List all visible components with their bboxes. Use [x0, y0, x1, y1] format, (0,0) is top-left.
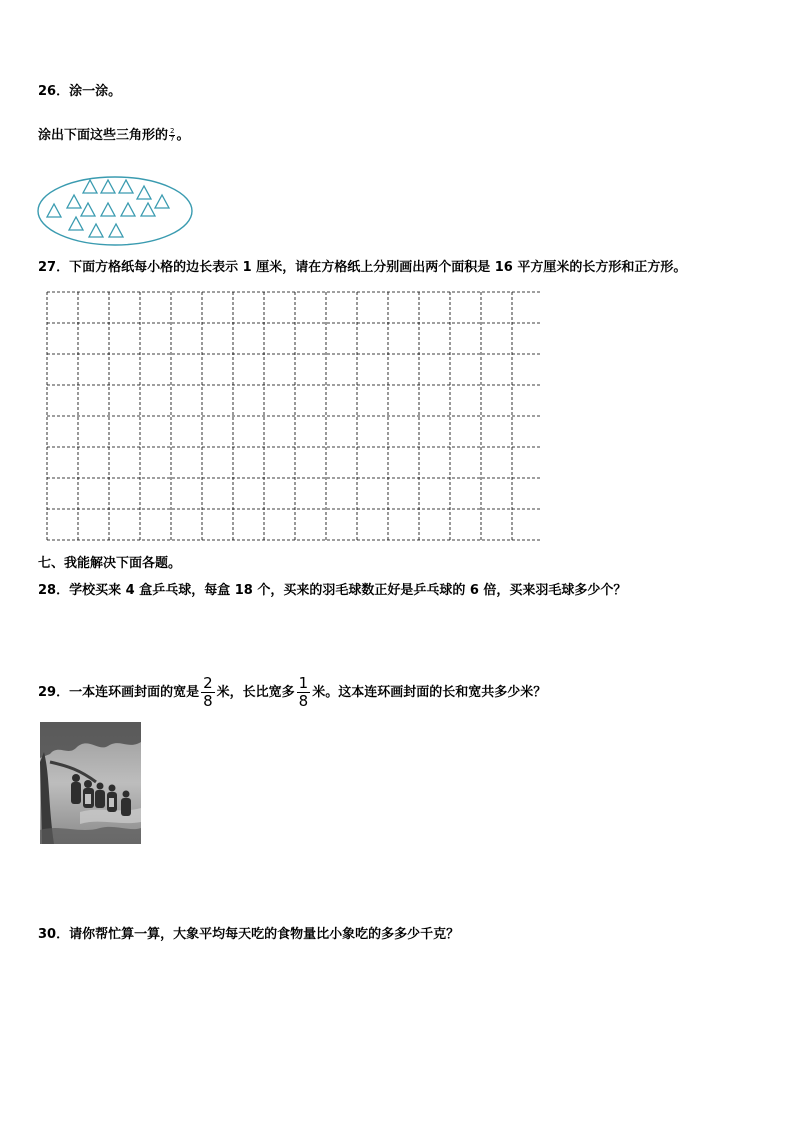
q29-part2: 米，长比宽多: [216, 685, 295, 700]
q26-instruction-prefix: 涂出下面这些三角形的: [38, 128, 169, 143]
fraction-numerator: 1: [298, 674, 309, 692]
triangle-shape[interactable]: [81, 203, 95, 216]
square-grid-paper[interactable]: [46, 291, 542, 549]
q26-instruction: [38, 128, 190, 144]
triangle-shape[interactable]: [101, 180, 115, 193]
triangles-oval-figure: [36, 175, 196, 247]
fraction-denominator: 8: [203, 692, 213, 710]
triangle-shape[interactable]: [67, 195, 81, 208]
section-7-title: 七、我能解决下面各题。: [38, 556, 182, 571]
triangle-shape[interactable]: [109, 224, 123, 237]
fraction-two-eighths: [201, 675, 215, 710]
fraction-two-sevenths: [169, 128, 175, 143]
triangle-shape[interactable]: [141, 203, 155, 216]
triangle-shape[interactable]: [137, 186, 151, 199]
q26-instruction-suffix: 。: [176, 128, 190, 143]
triangle-shape[interactable]: [119, 180, 133, 193]
fraction-denominator: 8: [298, 692, 309, 710]
triangle-shape[interactable]: [83, 180, 97, 193]
fraction-numerator: 2: [170, 127, 175, 135]
q26-title: 26．涂一涂。: [38, 84, 122, 99]
triangle-shape[interactable]: [47, 204, 61, 217]
fraction-one-eighth: [297, 675, 311, 710]
q29-part3: 米。这本连环画封面的长和宽共多少米？: [312, 685, 547, 700]
q27-text: 27．下面方格纸每小格的边长表示 1 厘米，请在方格纸上分别画出两个面积是 16 平方厘米的长方形和正方形。: [38, 260, 687, 275]
grid-lines: [47, 292, 542, 540]
q28-text: 28．学校买来 4 盒乒乓球，每盒 18 个，买来的羽毛球数正好是乒乓球的 6 倍，买来羽毛球多少个？: [38, 583, 627, 598]
triangle-shape[interactable]: [155, 195, 169, 208]
triangle-group: [47, 180, 169, 237]
triangle-shape[interactable]: [89, 224, 103, 237]
q30-text: 30．请你帮忙算一算，大象平均每天吃的食物量比小象吃的多多少千克？: [38, 927, 460, 942]
triangle-shape[interactable]: [69, 217, 83, 230]
triangle-shape[interactable]: [101, 203, 115, 216]
q29-part1: 29．一本连环画封面的宽是: [38, 685, 200, 700]
fraction-numerator: 2: [203, 674, 213, 692]
comic-cover-illustration: [40, 722, 141, 844]
oval-outline: [38, 177, 192, 245]
fraction-denominator: 7: [170, 135, 175, 143]
triangle-shape[interactable]: [121, 203, 135, 216]
q29-text: [38, 675, 546, 710]
